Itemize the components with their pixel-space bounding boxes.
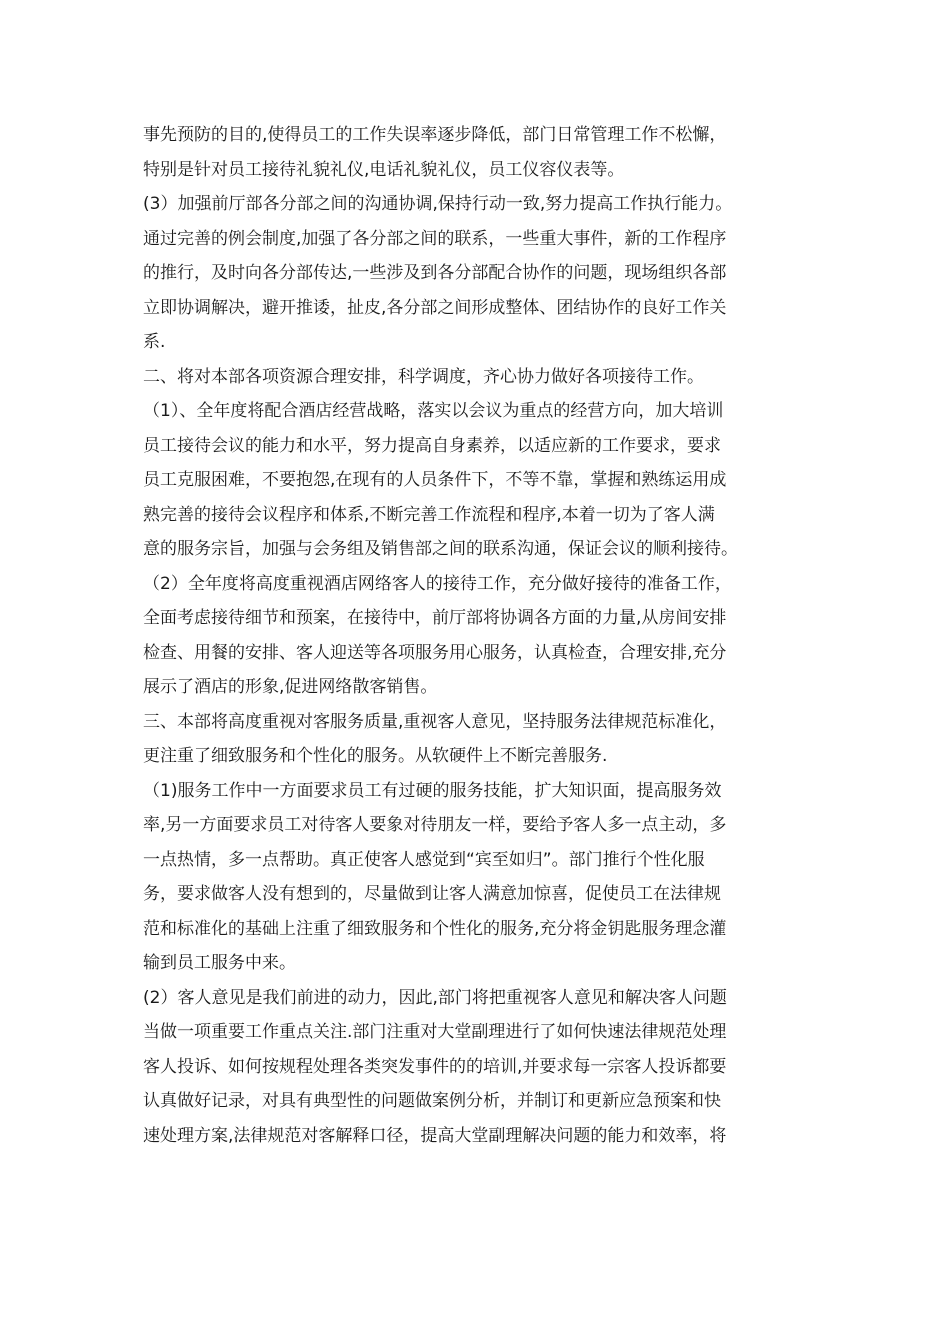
text-line: 速处理方案,法律规范对客解释口径，提高大堂副理解决问题的能力和效率，将 xyxy=(143,1125,727,1146)
text-line: (2）客人意见是我们前进的动力，因此,部门将把重视客人意见和解决客人问题 xyxy=(143,987,727,1008)
text-line: 系. xyxy=(143,332,166,352)
text-line: (3）加强前厅部各分部之间的沟通协调,保持行动一致,努力提高工作执行能力。 xyxy=(143,194,733,214)
document-body xyxy=(143,118,823,1153)
text-line: 全面考虑接待细节和预案，在接待中，前厅部将协调各方面的力量,从房间安排 xyxy=(143,608,727,628)
text-line: 一点热情，多一点帮助。真正使客人感觉到“宾至如归”。部门推行个性化服 xyxy=(143,849,705,870)
text-line: 展示了酒店的形象,促进网络散客销售。 xyxy=(143,677,438,697)
text-line: （2）全年度将高度重视酒店网络客人的接待工作，充分做好接待的准备工作， xyxy=(143,573,732,594)
text-line: 员工克服困难，不要抱怨,在现有的人员条件下，不等不靠，掌握和熟练运用成 xyxy=(143,470,727,490)
text-line: 三、本部将高度重视对客服务质量,重视客人意见，坚持服务法律规范标准化， xyxy=(143,711,727,732)
text-line: 更注重了细致服务和个性化的服务。从软硬件上不断完善服务. xyxy=(143,746,608,766)
text-line: 特别是针对员工接待礼貌礼仪,电话礼貌礼仪，员工仪容仪表等。 xyxy=(143,159,625,180)
text-line: 认真做好记录，对具有典型性的问题做案例分析，并制订和更新应急预案和快 xyxy=(143,1091,721,1111)
text-line: 当做一项重要工作重点关注.部门注重对大堂副理进行了如何快速法律规范处理 xyxy=(143,1022,727,1042)
text-line: （1)服务工作中一方面要求员工有过硬的服务技能，扩大知识面，提高服务效 xyxy=(143,780,722,801)
text-line: 员工接待会议的能力和水平，努力提高自身素养，以适应新的工作要求，要求 xyxy=(143,435,721,456)
text-line: 二、将对本部各项资源合理安排，科学调度，齐心协力做好各项接待工作。 xyxy=(143,366,704,387)
text-line: 客人投诉、如何按规程处理各类突发事件的的培训,并要求每一宗客人投诉都要 xyxy=(143,1056,727,1077)
text-line: 务，要求做客人没有想到的，尽量做到让客人满意加惊喜，促使员工在法律规 xyxy=(143,884,721,904)
text-line: （1）、全年度将配合酒店经营战略，落实以会议为重点的经营方向，加大培训 xyxy=(143,401,724,421)
text-line: 事先预防的目的,使得员工的工作失误率逐步降低，部门日常管理工作不松懈， xyxy=(143,125,727,145)
text-line: 熟完善的接待会议程序和体系,不断完善工作流程和程序,本着一切为了客人满 xyxy=(143,504,715,525)
text-line: 的推行，及时向各分部传达,一些涉及到各分部配合协作的问题，现场组织各部 xyxy=(143,263,727,283)
text-line: 检查、用餐的安排、客人迎送等各项服务用心服务，认真检查，合理安排,充分 xyxy=(143,642,727,663)
text-line: 率,另一方面要求员工对待客人要象对待朋友一样，要给予客人多一点主动，多 xyxy=(143,815,727,835)
text-line: 意的服务宗旨，加强与会务组及销售部之间的联系沟通，保证会议的顺利接待。 xyxy=(143,539,738,559)
text-line: 立即协调解决，避开推诿，扯皮,各分部之间形成整体、团结协作的良好工作关 xyxy=(143,297,727,318)
text-line: 通过完善的例会制度,加强了各分部之间的联系，一些重大事件，新的工作程序 xyxy=(143,228,727,249)
text-line: 范和标准化的基础上注重了细致服务和个性化的服务,充分将金钥匙服务理念灌 xyxy=(143,918,727,939)
text-line: 输到员工服务中来。 xyxy=(143,953,296,973)
